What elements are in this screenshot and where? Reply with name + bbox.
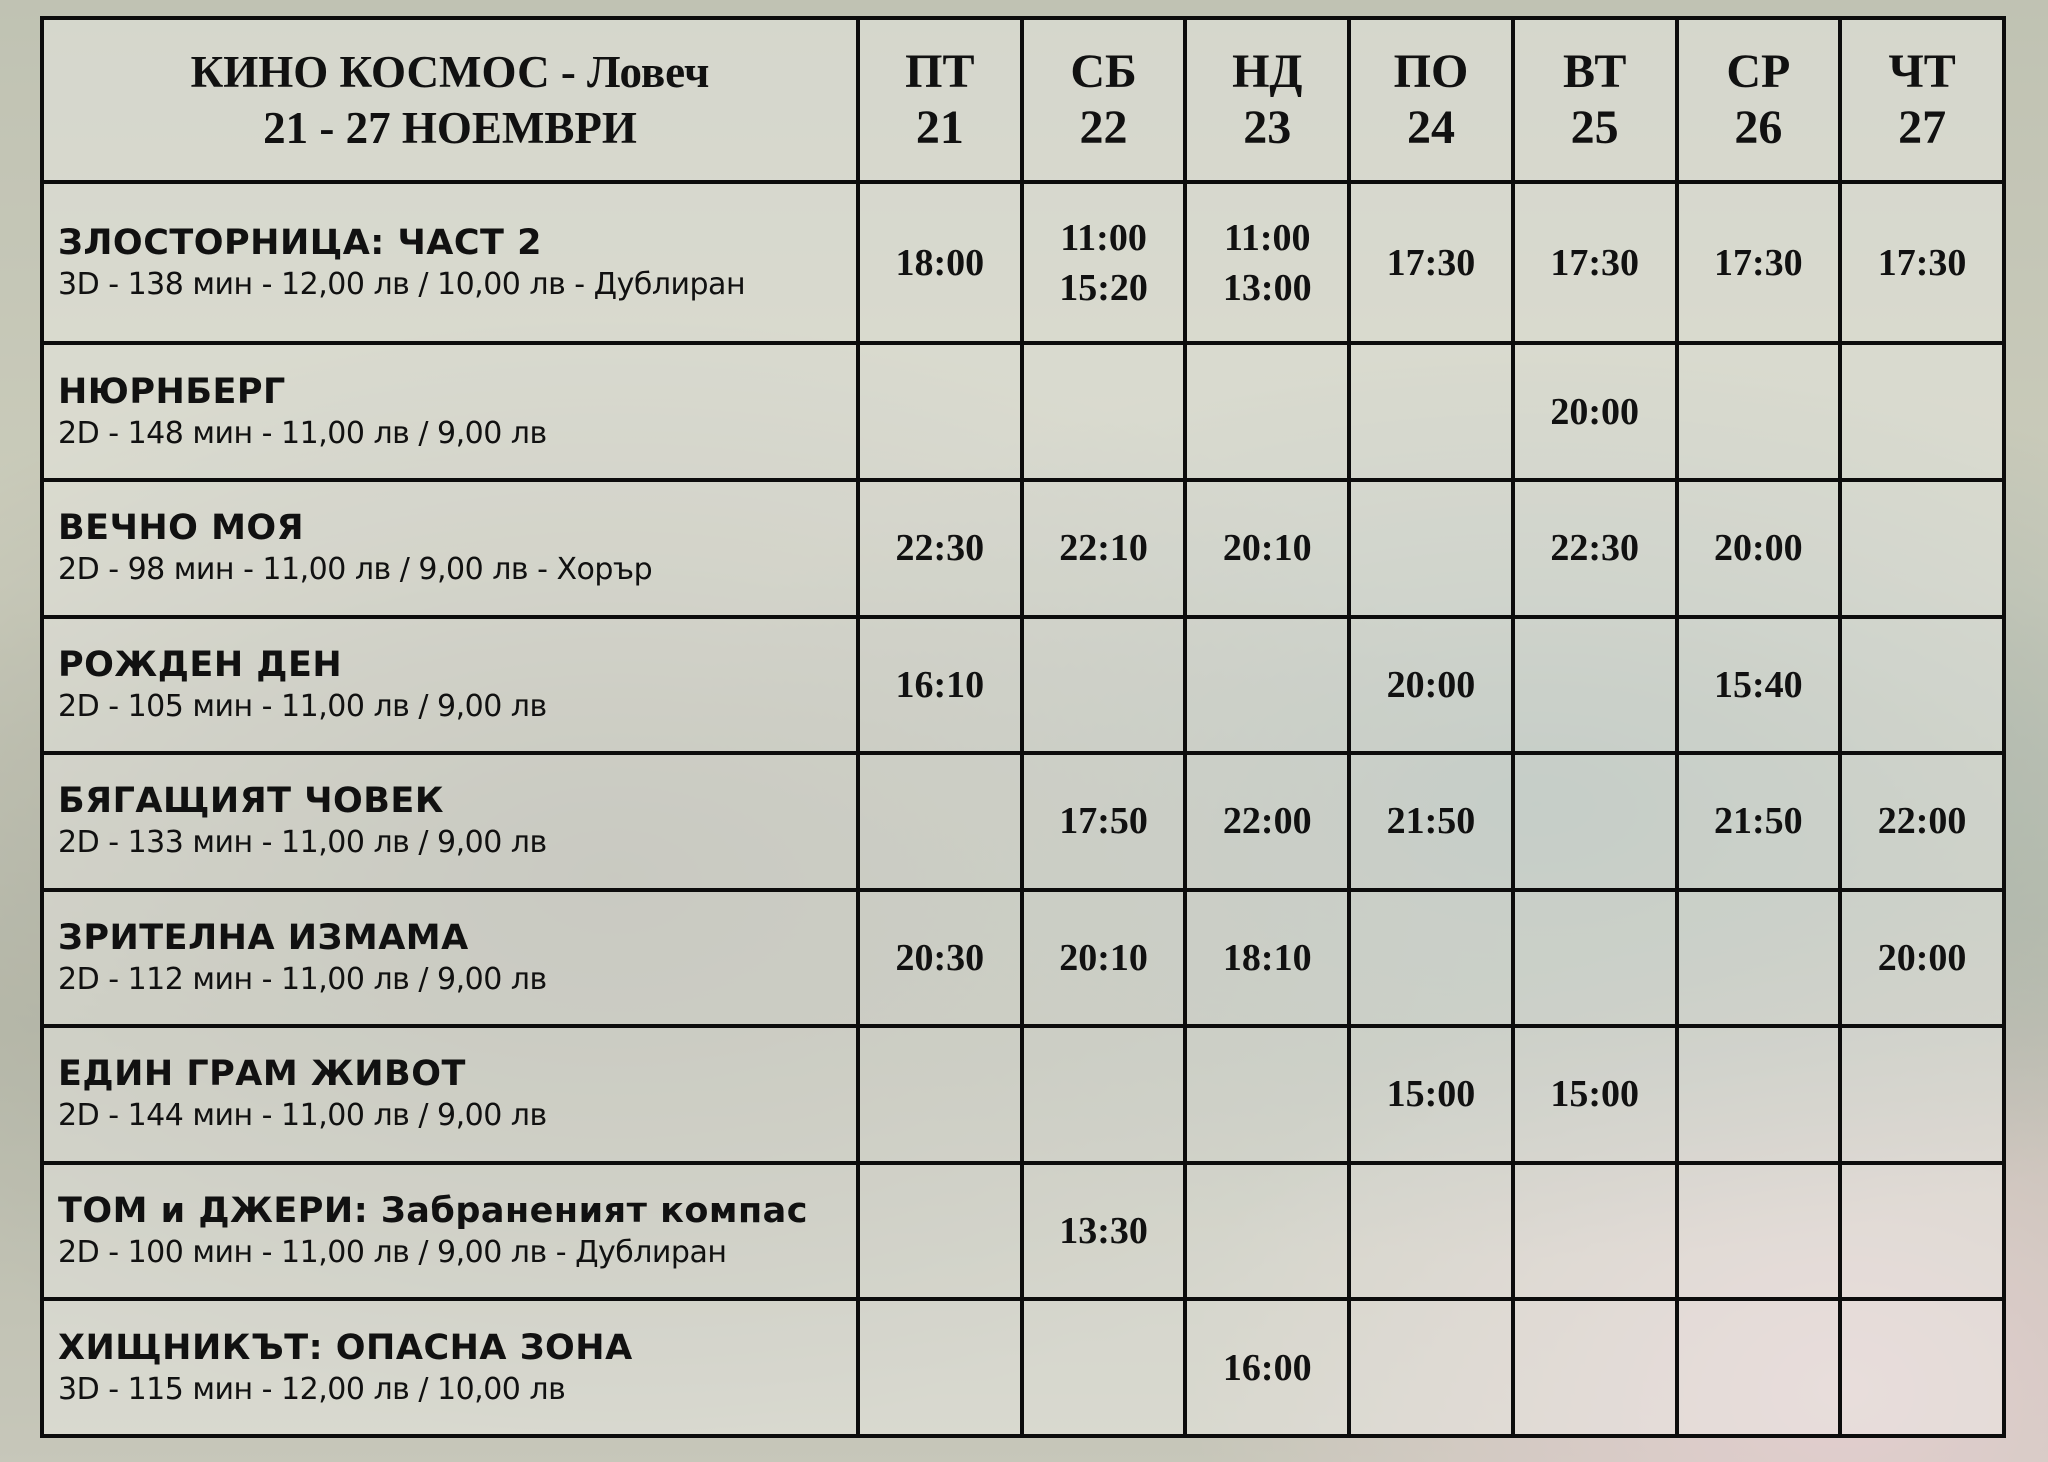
movie-row: [42, 1026, 2004, 1163]
showtime-cell: [858, 343, 1022, 480]
showtime-cell: [1840, 1163, 2004, 1300]
movie-title: НЮРНБЕРГ: [58, 371, 286, 412]
showtime-cell: [1513, 1163, 1677, 1300]
day-header: [1349, 18, 1513, 182]
showtime-cell: [858, 1163, 1022, 1300]
showtime: 15:20: [1059, 266, 1148, 309]
showtime-cell: [1840, 343, 2004, 480]
showtime-cell: [1840, 480, 2004, 617]
movie-cell: [42, 182, 858, 343]
showtime: 15:00: [1386, 1073, 1476, 1116]
day-header: [858, 18, 1022, 182]
movie-row: [42, 343, 2004, 480]
showtime-cell: [1349, 1026, 1513, 1163]
showtime: 20:10: [1059, 936, 1148, 979]
showtime-cell: [1677, 617, 1841, 754]
showtime-cell: [1185, 617, 1349, 754]
showtime-cell: [1677, 343, 1841, 480]
movie-row: [42, 182, 2004, 343]
showtime: 15:40: [1714, 663, 1803, 706]
showtime: 22:30: [895, 527, 985, 570]
date-range: 21 - 27 НОЕМВРИ: [263, 103, 637, 153]
movie-row: [42, 753, 2004, 890]
day-header: [1677, 18, 1841, 182]
showtime-cell: [1185, 1026, 1349, 1163]
day-name: ПТ: [905, 45, 975, 98]
showtime-cell: [1185, 343, 1349, 480]
movie-title: БЯГАЩИЯТ ЧОВЕК: [58, 781, 444, 822]
day-name: ЧТ: [1888, 45, 1956, 98]
movie-info: 2D - 144 мин - 11,00 лв / 9,00 лв: [58, 1098, 547, 1134]
movie-info: 2D - 100 мин - 11,00 лв / 9,00 лв - Дублиран: [58, 1235, 727, 1271]
showtime-cell: [1840, 182, 2004, 343]
movie-title: ЗРИТЕЛНА ИЗМАМА: [58, 917, 469, 958]
movie-info: 2D - 105 мин - 11,00 лв / 9,00 лв: [58, 688, 547, 724]
day-name: ВТ: [1562, 45, 1627, 98]
showtime-cell: [1513, 617, 1677, 754]
showtime: 20:00: [1550, 390, 1639, 433]
showtime-cell: [1185, 890, 1349, 1027]
showtime: 13:30: [1059, 1210, 1148, 1253]
showtime-cell: [1022, 617, 1186, 754]
movie-title: ЕДИН ГРАМ ЖИВОТ: [58, 1054, 466, 1095]
showtime-cell: [858, 1299, 1022, 1436]
showtime-cell: [1677, 182, 1841, 343]
showtime-cell: [1677, 890, 1841, 1027]
cinema-title: [42, 18, 858, 182]
showtime-cell: [1185, 182, 1349, 343]
showtime-cell: [1513, 1026, 1677, 1163]
showtime-cell: [1349, 1163, 1513, 1300]
showtime-cell: [1513, 890, 1677, 1027]
showtime: 13:00: [1222, 266, 1312, 309]
showtime: 17:30: [1550, 241, 1639, 284]
movie-row: [42, 1299, 2004, 1436]
movie-cell: [42, 1026, 858, 1163]
showtime: 20:00: [1877, 936, 1967, 979]
showtime: 18:00: [895, 241, 985, 284]
movie-row: [42, 890, 2004, 1027]
showtime-cell: [1185, 480, 1349, 617]
movie-info: 3D - 115 мин - 12,00 лв / 10,00 лв: [58, 1371, 566, 1407]
showtime-cell: [1513, 343, 1677, 480]
showtime-cell: [1022, 343, 1186, 480]
showtime-cell: [1513, 753, 1677, 890]
showtime-cell: [1513, 1299, 1677, 1436]
movie-row: [42, 480, 2004, 617]
showtime-cell: [1349, 343, 1513, 480]
showtime: 18:10: [1222, 936, 1312, 979]
showtime-cell: [1513, 182, 1677, 343]
showtime-cell: [1840, 753, 2004, 890]
showtime: 22:00: [1877, 800, 1967, 843]
showtime-cell: [858, 753, 1022, 890]
movie-cell: [42, 1299, 858, 1436]
movie-title: ВЕЧНО МОЯ: [58, 508, 305, 549]
showtime-cell: [858, 1026, 1022, 1163]
movie-info: 2D - 148 мин - 11,00 лв / 9,00 лв: [58, 415, 547, 451]
day-date: 22: [1079, 101, 1128, 154]
movie-title: РОЖДЕН ДЕН: [58, 644, 343, 685]
movie-cell: [42, 1163, 858, 1300]
movie-row: [42, 1163, 2004, 1300]
day-header: [1185, 18, 1349, 182]
showtime-cell: [1677, 1026, 1841, 1163]
cinema-name: КИНО КОСМОС - Ловеч: [190, 47, 710, 97]
showtime-cell: [1840, 1026, 2004, 1163]
movie-cell: [42, 890, 858, 1027]
showtime-cell: [1185, 1299, 1349, 1436]
showtime: 15:00: [1550, 1073, 1639, 1116]
showtime-cell: [1022, 890, 1186, 1027]
showtime-cell: [858, 617, 1022, 754]
showtime-cell: [1022, 1299, 1186, 1436]
movie-cell: [42, 617, 858, 754]
movie-title: ХИЩНИКЪТ: ОПАСНА ЗОНА: [58, 1327, 633, 1368]
showtime-cell: [1349, 753, 1513, 890]
day-date: 21: [915, 101, 964, 154]
showtime-cell: [1349, 480, 1513, 617]
showtime-cell: [1349, 182, 1513, 343]
showtime-cell: [1022, 753, 1186, 890]
showtime-cell: [1677, 1299, 1841, 1436]
movie-cell: [42, 480, 858, 617]
showtime: 11:00: [1060, 216, 1147, 259]
header-row: [42, 18, 2004, 182]
showtime-cell: [1677, 480, 1841, 617]
showtime: 20:00: [1386, 663, 1476, 706]
showtime-cell: [1840, 1299, 2004, 1436]
movie-info: 2D - 98 мин - 11,00 лв / 9,00 лв - Хорър: [58, 552, 653, 588]
day-date: 24: [1406, 101, 1455, 154]
movie-info: 2D - 133 мин - 11,00 лв / 9,00 лв: [58, 825, 547, 861]
movie-info: 3D - 138 мин - 12,00 лв / 10,00 лв - Дублиран: [58, 266, 746, 302]
schedule-table: [40, 16, 2006, 1438]
showtime-cell: [1185, 753, 1349, 890]
movie-row: [42, 617, 2004, 754]
showtime: 21:50: [1386, 800, 1476, 843]
showtime-cell: [858, 480, 1022, 617]
day-header: [1513, 18, 1677, 182]
day-name: СБ: [1070, 45, 1137, 98]
movie-title: ТОМ и ДЖЕРИ: Забраненият компас: [58, 1191, 809, 1232]
showtime-cell: [1513, 480, 1677, 617]
movie-cell: [42, 753, 858, 890]
showtime: 22:30: [1550, 527, 1639, 570]
showtime: 20:00: [1714, 527, 1803, 570]
showtime-cell: [1840, 890, 2004, 1027]
showtime-cell: [1022, 480, 1186, 617]
showtime-cell: [1022, 1026, 1186, 1163]
showtime: 20:10: [1222, 527, 1312, 570]
movie-info: 2D - 112 мин - 11,00 лв / 9,00 лв: [58, 961, 547, 997]
showtime: 17:30: [1386, 241, 1476, 284]
showtime-cell: [1349, 617, 1513, 754]
showtime-cell: [1349, 1299, 1513, 1436]
showtime: 17:30: [1877, 241, 1967, 284]
showtime-cell: [1677, 1163, 1841, 1300]
showtime-cell: [1349, 890, 1513, 1027]
day-header: [1022, 18, 1186, 182]
showtime: 22:00: [1222, 800, 1312, 843]
showtime: 11:00: [1223, 216, 1311, 259]
showtime: 17:30: [1714, 241, 1803, 284]
day-name: ПО: [1393, 45, 1469, 98]
showtime-cell: [1840, 617, 2004, 754]
showtime: 20:30: [895, 936, 985, 979]
showtime: 16:00: [1222, 1346, 1312, 1389]
day-date: 27: [1898, 101, 1947, 154]
day-date: 23: [1243, 101, 1292, 154]
showtime: 16:10: [895, 663, 985, 706]
movie-title: ЗЛОСТОРНИЦА: ЧАСТ 2: [58, 222, 542, 263]
showtime-cell: [1022, 1163, 1186, 1300]
showtime: 22:10: [1059, 527, 1148, 570]
day-date: 25: [1570, 101, 1619, 154]
day-date: 26: [1734, 101, 1783, 154]
day-header: [1840, 18, 2004, 182]
showtime-cell: [858, 890, 1022, 1027]
showtime-cell: [1185, 1163, 1349, 1300]
day-name: НД: [1232, 45, 1303, 98]
movie-cell: [42, 343, 858, 480]
day-name: СР: [1726, 45, 1791, 98]
showtime-cell: [858, 182, 1022, 343]
showtime-cell: [1677, 753, 1841, 890]
showtime: 21:50: [1714, 800, 1803, 843]
showtime-cell: [1022, 182, 1186, 343]
showtime: 17:50: [1059, 800, 1148, 843]
